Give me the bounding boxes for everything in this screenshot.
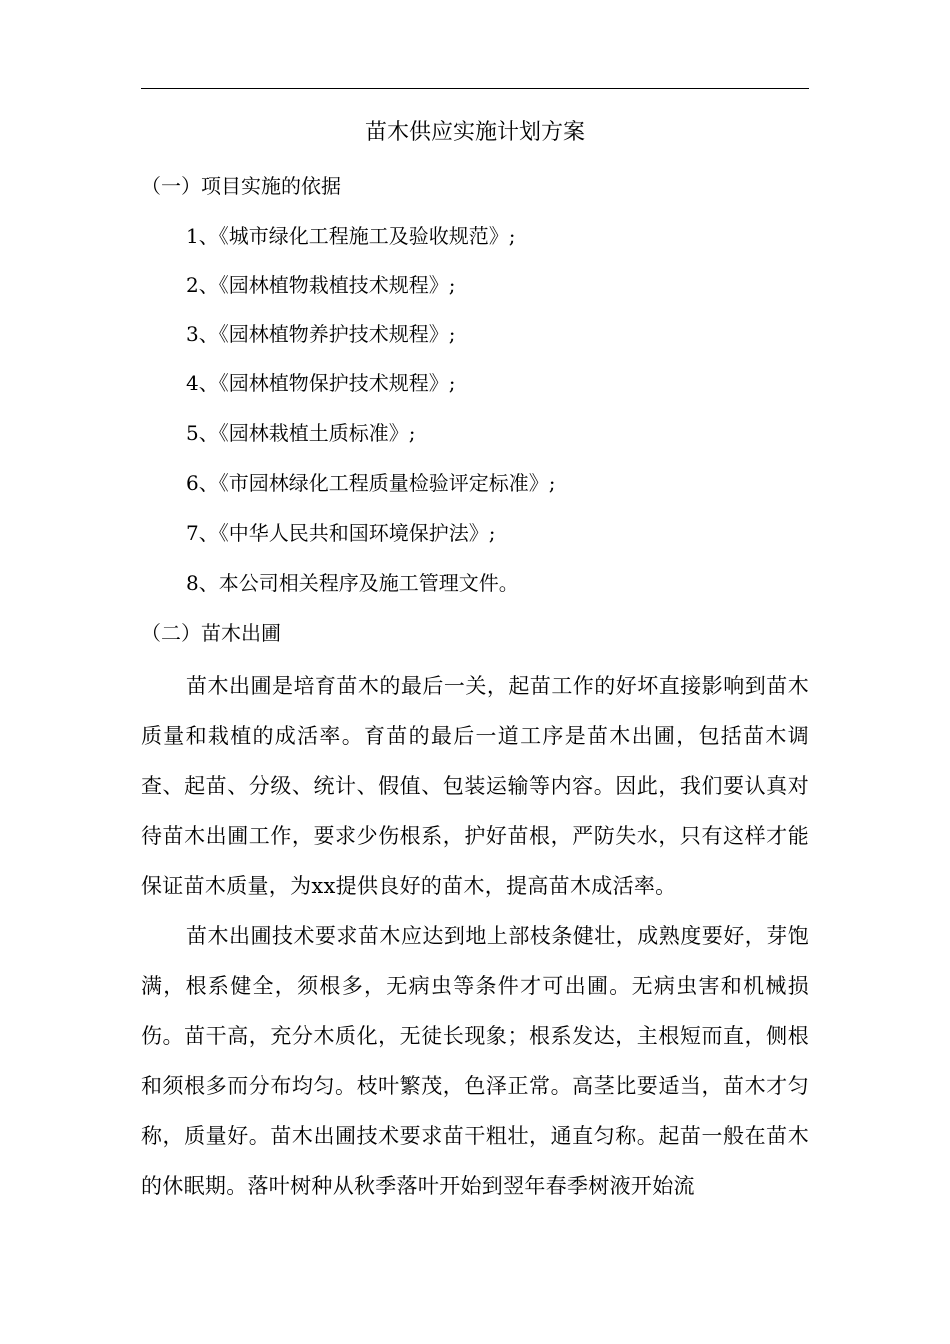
paragraph-nursery-exit-requirements: 苗木出圃技术要求苗木应达到地上部枝条健壮，成熟度要好，芽饱满，根系健全，须根多，无病虫等条件才可出圃。无病虫害和机械损伤。苗干高，充分木质化，无徒长现象；根系发达，主根短而直，侧根和须根多而分布均匀。枝叶繁茂，色泽正常。高茎比要适当，苗木才匀称，质量好。苗木出圃技术要求苗干粗壮，通直匀称。起苗一般在苗木的休眠期。落叶树种从秋季落叶开始到翌年春季树液开始流 [141,924,809,1198]
list-item: 8、本公司相关程序及施工管理文件。 [186,571,519,595]
header-rule [141,88,809,89]
section-heading-basis: （一）项目实施的依据 [141,174,341,198]
list-item: 4、《园林植物保护技术规程》; [186,371,456,395]
page-title: 苗木供应实施计划方案 [364,120,585,145]
list-item: 1、《城市绿化工程施工及验收规范》; [186,224,516,248]
list-item: 6、《市园林绿化工程质量检验评定标准》; [186,471,556,495]
paragraph-nursery-exit-intro: 苗木出圃是培育苗木的最后一关，起苗工作的好坏直接影响到苗木质量和栽植的成活率。育苗的最后一道工序是苗木出圃，包括苗木调查、起苗、分级、统计、假值、包装运输等内容。因此，我们要认真对待苗木出圃工作，要求少伤根系，护好苗根，严防失水，只有这样才能保证苗木质量，为xx提供良好的苗木，提高苗木成活率。 [141,674,809,898]
list-item: 2、《园林植物栽植技术规程》; [186,273,456,297]
section-heading-nursery-exit: （二）苗木出圃 [141,621,281,645]
list-item: 7、《中华人民共和国环境保护法》; [186,521,496,545]
list-item: 3、《园林植物养护技术规程》; [186,322,456,346]
list-item: 5、《园林栽植土质标准》; [186,421,416,445]
